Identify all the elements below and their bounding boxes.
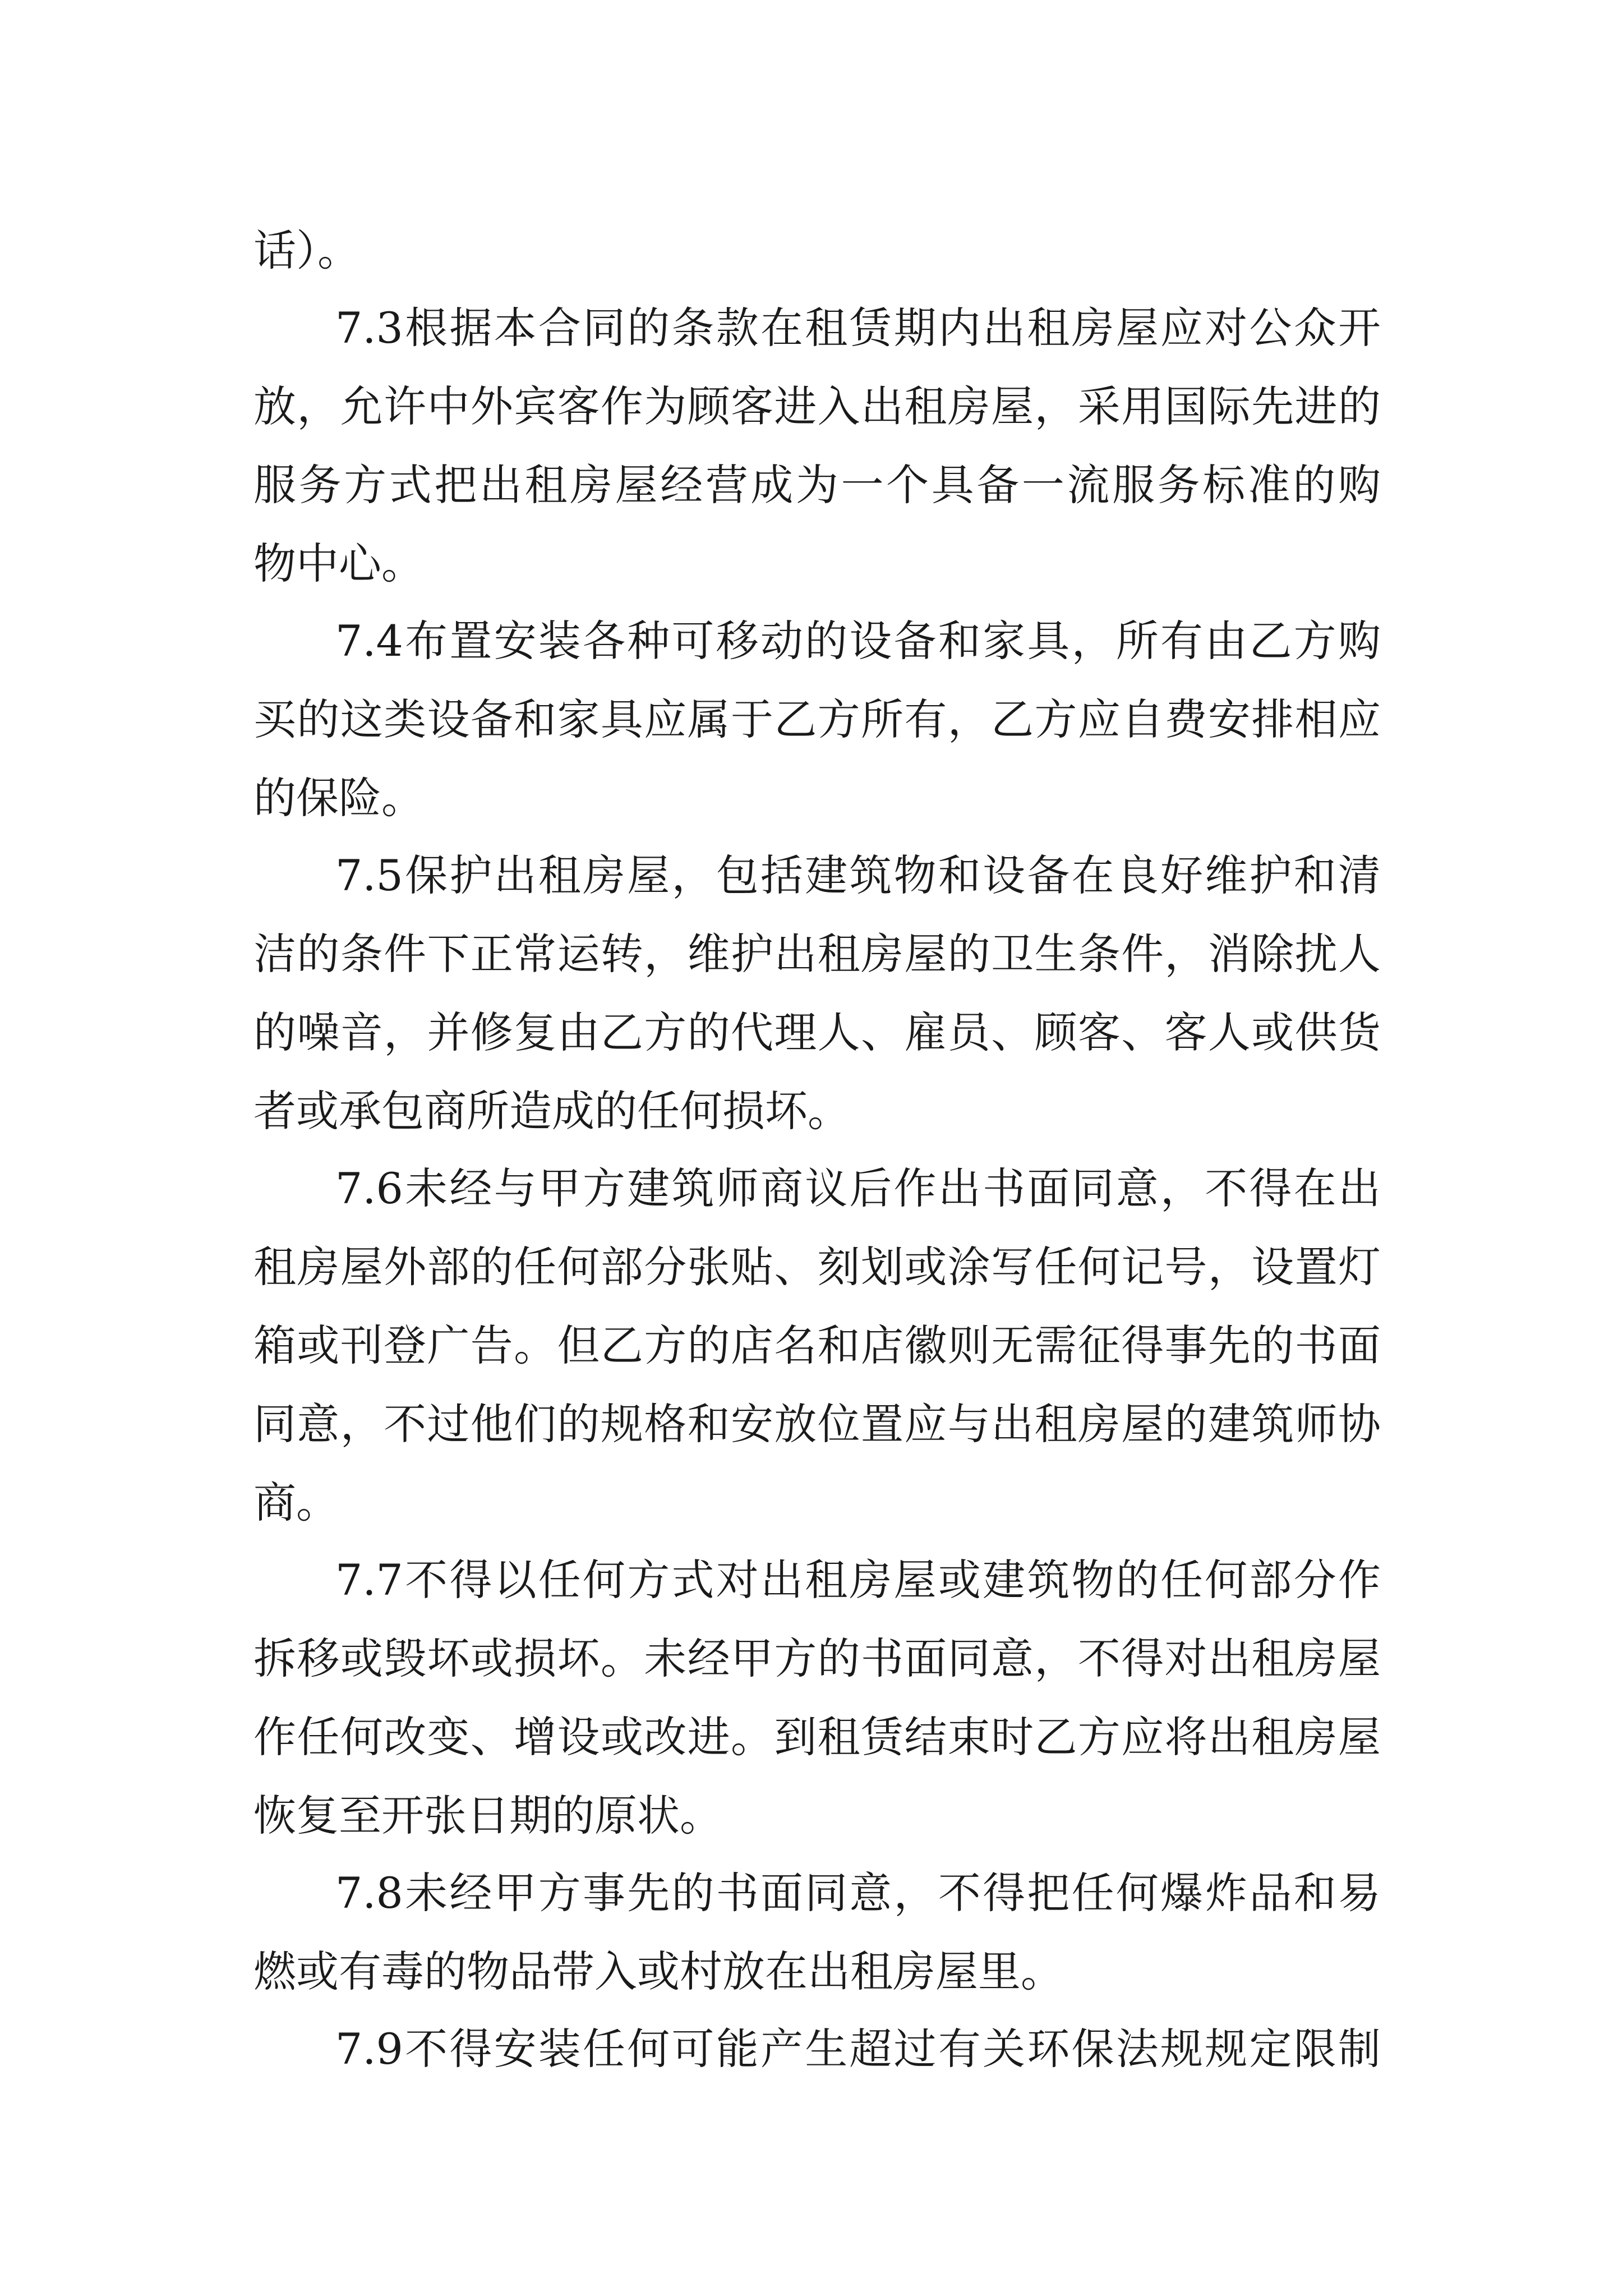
clause-7-8-line: 7.8未经甲方事先的书面同意，不得把任何爆炸品和易 — [335, 1868, 1381, 1918]
text-line: 话）。 — [253, 226, 360, 275]
text-line: 服务方式把出租房屋经营成为一个具备一流服务标准的购 — [253, 460, 1381, 510]
text-line: 者或承包商所造成的任何损坏。 — [253, 1086, 850, 1136]
text-line: 同意，不过他们的规格和安放位置应与出租房屋的建筑师协 — [253, 1399, 1381, 1449]
text-line: 拆移或毁坏或损坏。未经甲方的书面同意，不得对出租房屋 — [253, 1634, 1381, 1683]
text-line: 租房屋外部的任何部分张贴、刻划或涂写任何记号，设置灯 — [253, 1242, 1381, 1292]
text-line: 买的这类设备和家具应属于乙方所有，乙方应自费安排相应 — [253, 694, 1381, 744]
text-line: 洁的条件下正常运转，维护出租房屋的卫生条件，消除扰人 — [253, 929, 1381, 979]
text-line: 的噪音，并修复由乙方的代理人、雇员、顾客、客人或供货 — [253, 1007, 1381, 1057]
text-line: 放，允许中外宾客作为顾客进入出租房屋，采用国际先进的 — [253, 381, 1381, 431]
text-line: 箱或刊登广告。但乙方的店名和店徽则无需征得事先的书面 — [253, 1320, 1381, 1370]
clause-7-9-line: 7.9不得安装任何可能产生超过有关环保法规规定限制 — [335, 2024, 1381, 2074]
clause-7-6-line: 7.6未经与甲方建筑师商议后作出书面同意，不得在出 — [335, 1163, 1381, 1213]
text-line: 物中心。 — [253, 539, 424, 588]
text-line: 恢复至开张日期的原状。 — [253, 1791, 722, 1841]
clause-7-3-line: 7.3根据本合同的条款在租赁期内出租房屋应对公众开 — [335, 303, 1381, 353]
text-line: 燃或有毒的物品带入或村放在出租房屋里。 — [253, 1947, 1063, 1996]
clause-7-5-line: 7.5保护出租房屋，包括建筑物和设备在良好维护和清 — [335, 850, 1381, 900]
clause-7-7-line: 7.7不得以任何方式对出租房屋或建筑物的任何部分作 — [335, 1555, 1381, 1605]
text-line: 的保险。 — [253, 773, 424, 823]
text-line: 作任何改变、增设或改进。到租赁结束时乙方应将出租房屋 — [253, 1712, 1381, 1762]
clause-7-4-line: 7.4布置安装各种可移动的设备和家具，所有由乙方购 — [335, 616, 1381, 666]
text-line: 商。 — [253, 1478, 339, 1527]
